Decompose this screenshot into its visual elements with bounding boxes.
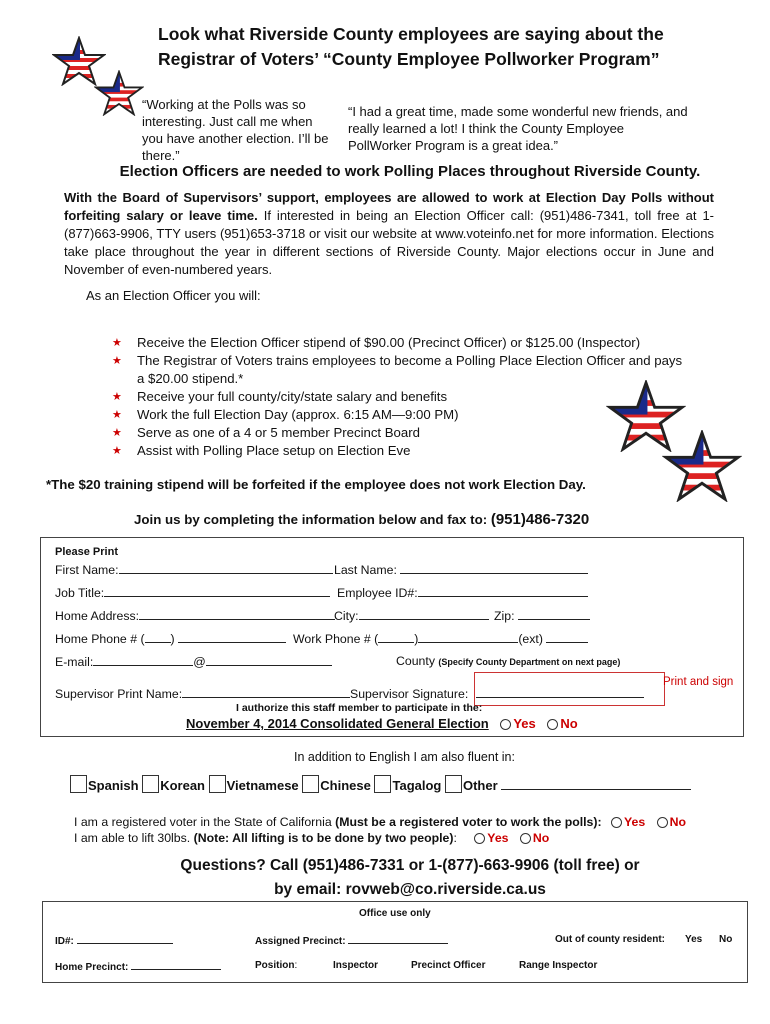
employee-id-label: Employee ID#: xyxy=(337,586,418,600)
home-precinct-field[interactable] xyxy=(131,960,221,970)
intro-bold-text: With the Board of Supervisors’ support, employees are allowed to work at Election Day Polls without forfeiting salary or leave time. xyxy=(64,190,714,223)
county-note: (Specify County Department on next page) xyxy=(438,657,621,667)
star-bullet-icon: ★ xyxy=(112,337,122,349)
testimonial-quote-2: “I had a great time, made some wonderful new friends, and really learned a lot! I think the County Employee PollWorker Program is a great idea.” xyxy=(348,104,688,153)
spanish-checkbox[interactable] xyxy=(70,775,87,793)
at-label: @ xyxy=(193,655,206,669)
last-name-label: Last Name: xyxy=(334,563,397,577)
zip-row xyxy=(494,608,590,623)
please-print-label: Please Print xyxy=(55,546,118,558)
intro-paragraph xyxy=(64,189,714,279)
registered-yes-label: Yes xyxy=(624,815,646,829)
supervisor-sig-label: Supervisor Signature: xyxy=(350,687,469,701)
home-phone-field[interactable] xyxy=(178,631,286,643)
email-domain-field[interactable] xyxy=(206,654,332,666)
position-inspector[interactable]: Inspector xyxy=(333,960,379,971)
supervisor-name-field[interactable] xyxy=(182,686,350,698)
testimonial-quote-1: “Working at the Polls was so interesting. Just call me when you have another election. I’ll be there.” xyxy=(142,97,329,163)
list-item xyxy=(112,406,692,424)
star-bullet-icon: ★ xyxy=(112,427,122,439)
out-of-county-label: Out of county resident: xyxy=(555,934,665,945)
first-name-row xyxy=(55,562,333,577)
lift-yes-radio[interactable] xyxy=(474,833,485,844)
other-label: Other xyxy=(462,778,498,793)
benefit-text: Serve as one of a 4 or 5 member Precinct Board xyxy=(137,425,420,440)
questions-contact xyxy=(60,854,760,902)
first-name-label: First Name: xyxy=(55,563,119,577)
star-flag-icon xyxy=(94,70,144,116)
intro-body-text: If interested in being an Election Officer call: (951)486-7341, toll free at 1-(877)663-9906, TTY users (951)653-3718 or visit our website at www.voteinfo.net for more information. Elections take place throughout the year in different sections of Riverside County. Major elections occur in June and November of even-numbered years. xyxy=(64,208,714,277)
email-user-field[interactable] xyxy=(93,654,193,666)
home-area-code-field[interactable] xyxy=(145,631,171,643)
election-no-radio[interactable] xyxy=(547,719,558,730)
benefit-text: Assist with Polling Place setup on Election Eve xyxy=(137,443,411,458)
county-label: County xyxy=(396,654,439,668)
section-heading: Election Officers are needed to work Polling Places throughout Riverside County. xyxy=(119,163,701,180)
supervisor-sig-field[interactable] xyxy=(476,686,644,698)
list-item xyxy=(112,334,692,352)
registered-voter-row xyxy=(74,814,686,830)
work-phone-field[interactable] xyxy=(418,631,518,643)
other-language-field[interactable] xyxy=(501,776,691,790)
work-phone-label: Work Phone # ( xyxy=(293,632,379,646)
vietnamese-checkbox[interactable] xyxy=(209,775,226,793)
chinese-checkbox[interactable] xyxy=(302,775,319,793)
vietnamese-label: Vietnamese xyxy=(226,778,299,793)
election-name: November 4, 2014 Consolidated General Election xyxy=(186,716,489,731)
assigned-precinct-row xyxy=(255,934,448,947)
position-range-inspector[interactable]: Range Inspector xyxy=(519,960,598,971)
print-and-sign-label: Print and sign xyxy=(663,676,734,688)
voter-questions xyxy=(74,814,686,846)
out-of-county-yes[interactable]: Yes xyxy=(685,934,703,945)
spanish-label: Spanish xyxy=(88,778,139,793)
job-title-field[interactable] xyxy=(104,585,330,597)
benefit-text: Receive your full county/city/state salary and benefits xyxy=(137,389,448,404)
lift-no-radio[interactable] xyxy=(520,833,531,844)
out-of-county-no[interactable]: No xyxy=(719,934,733,945)
paren: ) xyxy=(170,632,175,646)
assigned-precinct-label: Assigned Precinct: xyxy=(255,936,346,947)
korean-checkbox[interactable] xyxy=(142,775,159,793)
title-line-1: Look what Riverside County employees are saying about the xyxy=(158,24,664,44)
title-line-2: Registrar of Voters’ “County Employee Pollworker Program” xyxy=(158,49,660,69)
other-checkbox[interactable] xyxy=(445,775,462,793)
benefit-text: Receive the Election Officer stipend of $90.00 (Precinct Officer) or $125.00 (Inspector) xyxy=(137,335,641,350)
language-options xyxy=(70,775,691,793)
ext-label: (ext) xyxy=(518,632,543,646)
star-bullet-icon: ★ xyxy=(112,391,122,403)
tagalog-label: Tagalog xyxy=(392,778,442,793)
election-no-label: No xyxy=(560,716,578,731)
list-item xyxy=(112,388,692,406)
lift-yes-label: Yes xyxy=(487,831,509,845)
election-yes-radio[interactable] xyxy=(500,719,511,730)
job-title-row xyxy=(55,585,330,600)
questions-line-1: Questions? Call (951)486-7331 or 1-(877)-663-9906 (toll free) or xyxy=(180,857,640,874)
office-title: Office use only xyxy=(359,908,431,919)
authorize-text: I authorize this staff member to participate in the: xyxy=(236,702,483,714)
zip-label: Zip: xyxy=(494,609,515,623)
election-yes-label: Yes xyxy=(513,716,536,731)
tagalog-checkbox[interactable] xyxy=(374,775,391,793)
list-item xyxy=(112,442,692,460)
city-label: City: xyxy=(334,609,359,623)
lift-colon: : xyxy=(453,831,457,845)
fax-number: (951)486-7320 xyxy=(490,511,590,528)
home-phone-label: Home Phone # ( xyxy=(55,632,145,646)
list-item xyxy=(112,424,692,442)
office-use-box xyxy=(42,901,748,983)
last-name-field[interactable] xyxy=(400,562,588,574)
join-line xyxy=(134,511,589,528)
list-item xyxy=(112,352,692,388)
office-id-label: ID#: xyxy=(55,936,74,947)
position-precinct-officer[interactable]: Precinct Officer xyxy=(411,960,486,971)
chinese-label: Chinese xyxy=(320,778,371,793)
star-bullet-icon: ★ xyxy=(112,445,122,457)
korean-label: Korean xyxy=(160,778,205,793)
email-label: E-mail: xyxy=(55,655,94,669)
home-phone-row xyxy=(55,631,286,646)
city-field[interactable] xyxy=(359,608,489,620)
as-officer-label: As an Election Officer you will: xyxy=(86,288,261,303)
last-name-row xyxy=(334,562,588,577)
zip-field[interactable] xyxy=(518,608,590,620)
county-row xyxy=(396,654,620,668)
benefits-list xyxy=(112,334,692,460)
home-address-field[interactable] xyxy=(139,608,335,620)
benefit-text: The Registrar of Voters trains employees to become a Polling Place Election Officer and pays a $20.00 stipend.* xyxy=(137,353,683,386)
city-row xyxy=(334,608,489,623)
supervisor-name-row xyxy=(55,686,350,701)
paren: ) xyxy=(414,632,419,646)
home-address-label: Home Address: xyxy=(55,609,140,623)
position-colon: : xyxy=(294,960,298,971)
fluent-label: In addition to English I am also fluent in: xyxy=(294,750,515,764)
office-id-row xyxy=(55,934,173,947)
star-bullet-icon: ★ xyxy=(112,355,122,367)
page-title xyxy=(158,22,718,72)
election-row xyxy=(186,716,578,731)
home-precinct-label: Home Precinct: xyxy=(55,962,129,973)
lift-text: I am able to lift 30lbs. xyxy=(74,831,194,845)
benefit-text: Work the full Election Day (approx. 6:15 AM—9:00 PM) xyxy=(137,407,459,422)
supervisor-sig-row xyxy=(350,686,644,701)
registered-bold-text: (Must be a registered voter to work the polls): xyxy=(335,815,602,829)
work-phone-row xyxy=(293,631,588,646)
position-text: Position xyxy=(255,960,295,971)
assigned-precinct-field[interactable] xyxy=(348,934,448,944)
job-title-label: Job Title: xyxy=(55,586,105,600)
lift-row xyxy=(74,830,686,846)
stipend-note: *The $20 training stipend will be forfeited if the employee does not work Election Day. xyxy=(46,477,586,492)
registered-text: I am a registered voter in the State of California xyxy=(74,815,336,829)
position-label xyxy=(255,960,297,971)
registered-yes-radio[interactable] xyxy=(611,817,622,828)
work-area-code-field[interactable] xyxy=(378,631,414,643)
home-address-row xyxy=(55,608,335,623)
email-row xyxy=(55,654,332,669)
supervisor-name-label: Supervisor Print Name: xyxy=(55,687,183,701)
lift-no-label: No xyxy=(532,831,550,845)
star-bullet-icon: ★ xyxy=(112,409,122,421)
join-text: Join us by completing the information below and fax to: xyxy=(134,512,491,527)
registered-no-radio[interactable] xyxy=(657,817,668,828)
home-precinct-row xyxy=(55,960,221,973)
questions-line-2: by email: rovweb@co.riverside.ca.us xyxy=(274,881,546,898)
registered-no-label: No xyxy=(669,815,687,829)
ext-field[interactable] xyxy=(546,631,588,643)
office-id-field[interactable] xyxy=(77,934,173,944)
employee-id-row xyxy=(337,585,588,600)
first-name-field[interactable] xyxy=(119,562,333,574)
lift-bold-text: (Note: All lifting is to be done by two people) xyxy=(193,831,454,845)
employee-id-field[interactable] xyxy=(418,585,588,597)
